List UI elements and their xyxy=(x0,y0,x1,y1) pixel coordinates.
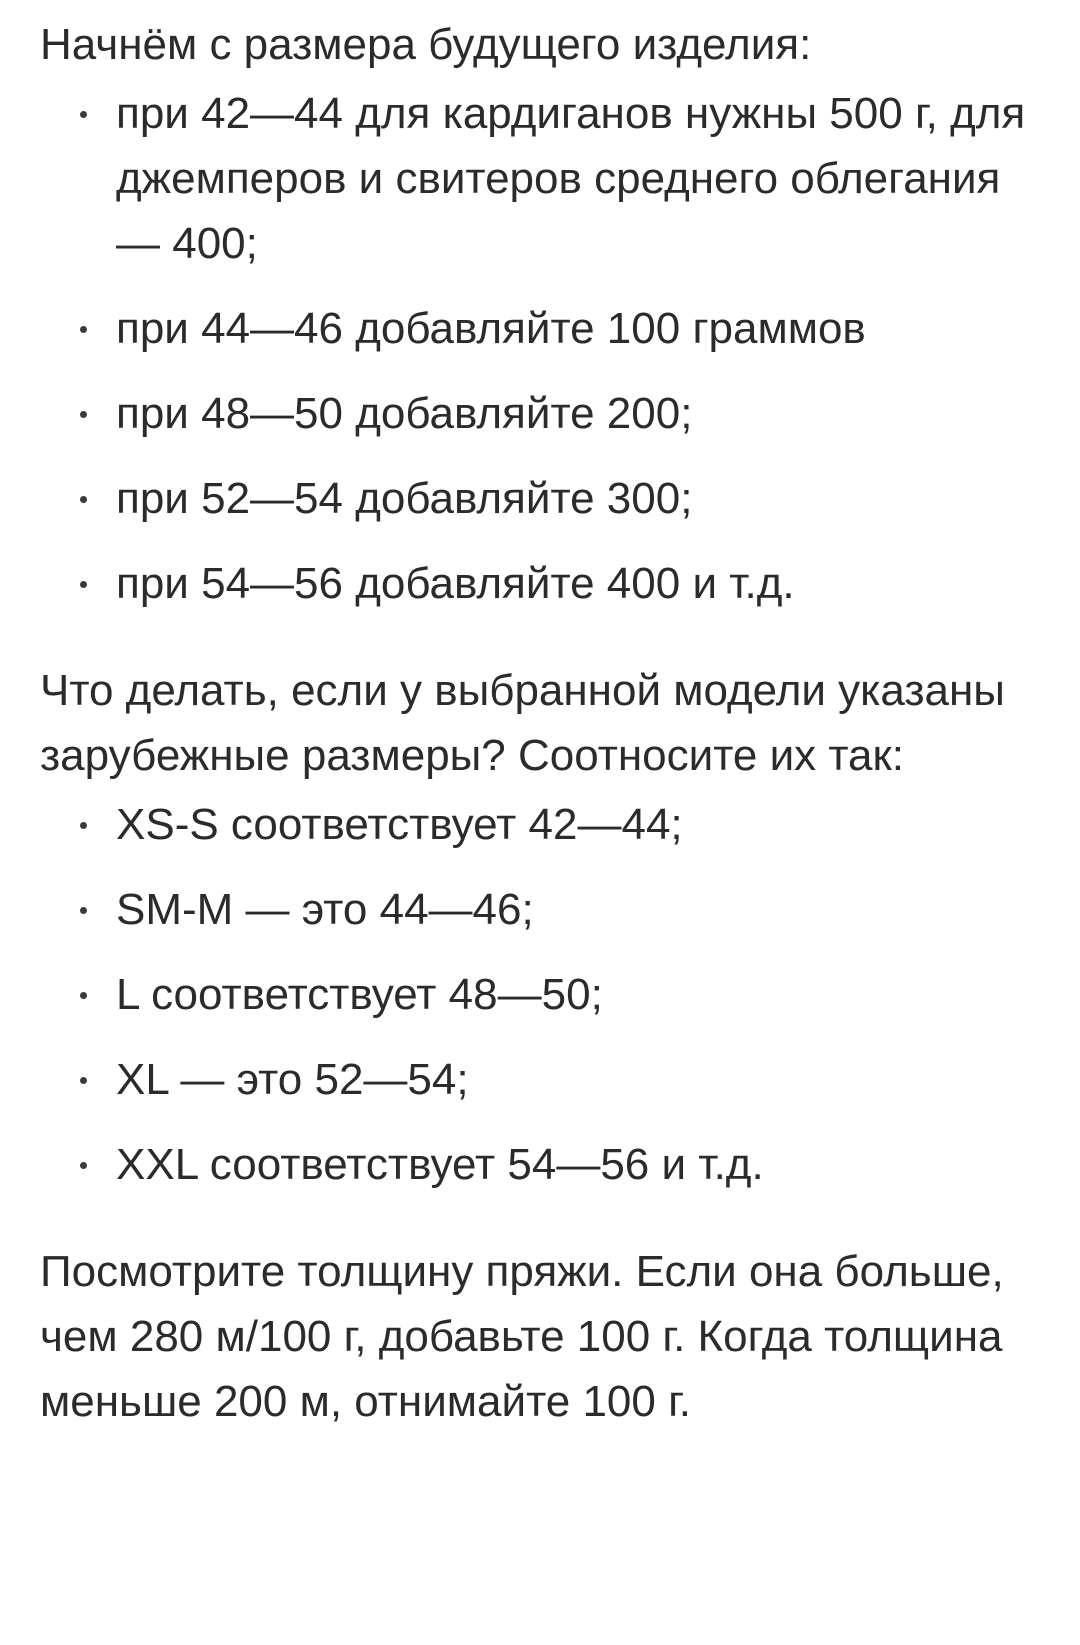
list-item: при 48—50 добавляйте 200; xyxy=(40,381,1040,446)
list-item: при 54—56 добавляйте 400 и т.д. xyxy=(40,551,1040,616)
yarn-thickness-paragraph: Посмотрите толщину пряжи. Если она больше, чем 280 м/100 г, добавьте 100 г. Когда толщина меньше 200 м, отнимайте 100 г. xyxy=(40,1247,1004,1426)
sizes-list xyxy=(40,81,1040,616)
list-item: XXL соответствует 54—56 и т.д. xyxy=(40,1132,1040,1197)
intro-paragraph: Начнём с размера будущего изделия: xyxy=(40,20,812,69)
list-item: при 44—46 добавляйте 100 граммов xyxy=(40,296,1040,361)
list-item: при 42—44 для кардиганов нужны 500 г, для джемперов и свитеров среднего облегания — 400; xyxy=(40,81,1040,276)
list-item: XL — это 52—54; xyxy=(40,1047,1040,1112)
list-item: L соответствует 48—50; xyxy=(40,962,1040,1027)
foreign-sizes-list xyxy=(40,792,1040,1197)
list-item: при 52—54 добавляйте 300; xyxy=(40,466,1040,531)
list-item: XS-S соответствует 42—44; xyxy=(40,792,1040,857)
foreign-sizes-paragraph: Что делать, если у выбранной модели указаны зарубежные размеры? Соотносите их так: xyxy=(40,666,1005,780)
list-item: SM-M — это 44—46; xyxy=(40,877,1040,942)
